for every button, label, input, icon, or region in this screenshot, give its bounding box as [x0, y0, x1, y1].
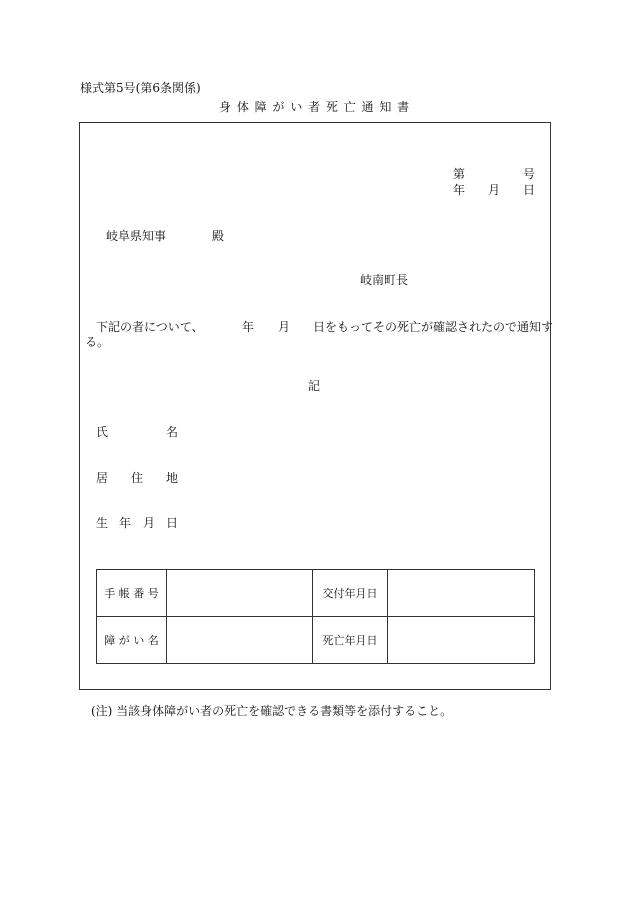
date-day: 日 — [523, 183, 536, 197]
date-year: 年 — [453, 183, 466, 197]
info-table — [96, 569, 535, 664]
value-issue-date[interactable] — [388, 570, 535, 617]
addressee-honorific: 殿 — [212, 229, 225, 243]
value-notebook-number[interactable] — [167, 570, 313, 617]
form-number: 様式第5号(第6条関係) — [80, 81, 201, 95]
footnote: (注) 当該身体障がい者の死亡を確認できる書類等を添付すること。 — [91, 704, 453, 718]
table-row — [97, 617, 535, 664]
sender-name: 岐南町長 — [360, 273, 409, 287]
date-month: 月 — [488, 183, 501, 197]
label-notebook-number: 手 帳 番 号 — [97, 570, 167, 617]
label-death-date: 死亡年月日 — [313, 617, 388, 664]
body-part3: る。 — [85, 335, 110, 349]
label-disability-name: 障 が い 名 — [97, 617, 167, 664]
ki-heading: 記 — [308, 379, 321, 393]
value-disability-name[interactable] — [167, 617, 313, 664]
body-year: 年 — [242, 320, 255, 334]
addressee-name: 岐阜県知事 — [106, 229, 167, 243]
body-part2: 日をもってその死亡が確認されたので通知す — [313, 320, 554, 334]
table-row — [97, 570, 535, 617]
value-death-date[interactable] — [388, 617, 535, 664]
body-part1: 下記の者について、 — [96, 320, 204, 334]
label-issue-date: 交付年月日 — [313, 570, 388, 617]
doc-number-prefix: 第 — [453, 167, 466, 181]
doc-number-suffix: 号 — [523, 167, 536, 181]
body-month: 月 — [278, 320, 291, 334]
document-title: 身 体 障 が い 者 死 亡 通 知 書 — [219, 100, 411, 114]
